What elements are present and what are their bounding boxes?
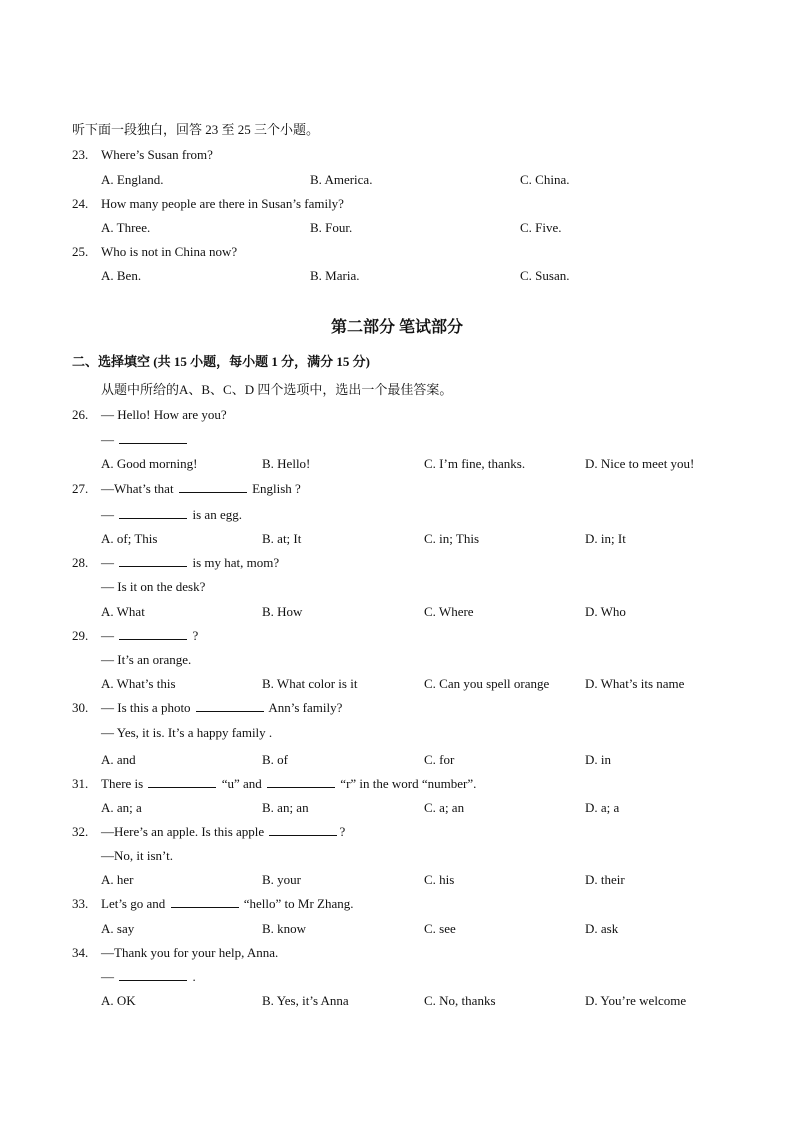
option-d: D. their xyxy=(585,872,625,887)
option-c: C. Susan. xyxy=(520,268,570,283)
question-number: 32. xyxy=(72,824,89,839)
question-line: —Here’s an apple. Is this apple ? xyxy=(101,824,346,839)
question-line: — It’s an orange. xyxy=(101,652,192,667)
option-c: C. Can you spell orange xyxy=(424,676,550,691)
question-stem: Who is not in China now? xyxy=(101,244,238,259)
question-line: —What’s that English ? xyxy=(101,481,301,496)
answer-blank xyxy=(119,968,187,981)
option-d: D. in xyxy=(585,752,611,767)
option-d: D. a; a xyxy=(585,800,620,815)
option-b: B. Maria. xyxy=(310,268,360,283)
option-d: D. ask xyxy=(585,921,619,936)
option-a: A. an; a xyxy=(101,800,142,815)
option-b: B. Yes, it’s Anna xyxy=(262,993,349,1008)
option-b: B. How xyxy=(262,604,303,619)
option-b: B. Four. xyxy=(310,220,353,235)
question-number: 33. xyxy=(72,896,89,911)
option-a: A. of; This xyxy=(101,531,158,546)
option-c: C. a; an xyxy=(424,800,465,815)
option-b: B. know xyxy=(262,921,307,936)
option-a: A. England. xyxy=(101,172,164,187)
option-b: B. at; It xyxy=(262,531,302,546)
question-number: 28. xyxy=(72,555,89,570)
option-d: D. in; It xyxy=(585,531,626,546)
answer-blank xyxy=(171,895,239,908)
option-b: B. your xyxy=(262,872,301,887)
question-number: 30. xyxy=(72,700,89,715)
question-line: — Yes, it is. It’s a happy family . xyxy=(101,725,273,740)
option-a: A. OK xyxy=(101,993,136,1008)
option-a: A. Good morning! xyxy=(101,456,198,471)
option-a: A. Ben. xyxy=(101,268,142,283)
question-number: 29. xyxy=(72,628,89,643)
option-d: D. Who xyxy=(585,604,626,619)
option-a: A. say xyxy=(101,921,135,936)
option-b: B. an; an xyxy=(262,800,309,815)
answer-blank xyxy=(196,699,264,712)
question-number: 31. xyxy=(72,776,89,791)
part-title: 第二部分 笔试部分 xyxy=(330,319,463,336)
option-c: C. see xyxy=(424,921,456,936)
question-stem: Where’s Susan from? xyxy=(101,147,213,162)
question-line: — ? xyxy=(101,628,199,643)
option-a: A. What’s this xyxy=(101,676,176,691)
question-line: — . xyxy=(101,969,196,984)
question-number: 24. xyxy=(72,196,89,211)
answer-blank xyxy=(119,431,187,444)
option-c: C. in; This xyxy=(424,531,480,546)
option-b: B. Hello! xyxy=(262,456,311,471)
question-line: — Hello! How are you? xyxy=(101,407,227,422)
question-line: —Thank you for your help, Anna. xyxy=(101,945,279,960)
option-a: A. Three. xyxy=(101,220,151,235)
question-stem: How many people are there in Susan’s family? xyxy=(101,196,344,211)
option-c: C. for xyxy=(424,752,455,767)
option-a: A. What xyxy=(101,604,145,619)
option-b: B. America. xyxy=(310,172,373,187)
option-b: B. of xyxy=(262,752,288,767)
answer-blank xyxy=(179,480,247,493)
option-a: A. and xyxy=(101,752,136,767)
option-c: C. Where xyxy=(424,604,474,619)
option-a: A. her xyxy=(101,872,134,887)
option-c: C. China. xyxy=(520,172,570,187)
question-line: —No, it isn’t. xyxy=(101,848,173,863)
question-line: There is “u” and “r” in the word “number”. xyxy=(101,776,477,791)
question-number: 25. xyxy=(72,244,89,259)
answer-blank xyxy=(148,775,216,788)
option-c: C. Five. xyxy=(520,220,562,235)
question-line: — Is it on the desk? xyxy=(101,579,206,594)
answer-blank xyxy=(269,823,337,836)
option-c: C. his xyxy=(424,872,455,887)
answer-blank xyxy=(119,627,187,640)
question-number: 23. xyxy=(72,147,89,162)
option-d: D. Nice to meet you! xyxy=(585,456,695,471)
answer-blank xyxy=(119,506,187,519)
question-number: 26. xyxy=(72,407,89,422)
listening-intro: 听下面一段独白，回答 23 至 25 三个小题。 xyxy=(72,122,320,137)
section-instruction: 从题中所给的A、B、C、D 四个选项中，选出一个最佳答案。 xyxy=(101,382,453,397)
option-b: B. What color is it xyxy=(262,676,358,691)
option-c: C. No, thanks xyxy=(424,993,496,1008)
option-c: C. I’m fine, thanks. xyxy=(424,456,526,471)
question-line: — is my hat, mom? xyxy=(101,555,280,570)
answer-blank xyxy=(119,554,187,567)
section-header: 二、选择填空 (共 15 小题，每小题 1 分，满分 15 分) xyxy=(72,354,370,369)
question-number: 34. xyxy=(72,945,89,960)
option-d: D. What’s its name xyxy=(585,676,685,691)
question-line: — xyxy=(101,431,189,449)
question-line: Let’s go and “hello” to Mr Zhang. xyxy=(101,896,354,911)
question-number: 27. xyxy=(72,481,89,496)
answer-blank xyxy=(267,775,335,788)
option-d: D. You’re welcome xyxy=(585,993,687,1008)
question-line: — Is this a photo Ann’s family? xyxy=(101,700,343,715)
question-line: — is an egg. xyxy=(101,507,242,522)
